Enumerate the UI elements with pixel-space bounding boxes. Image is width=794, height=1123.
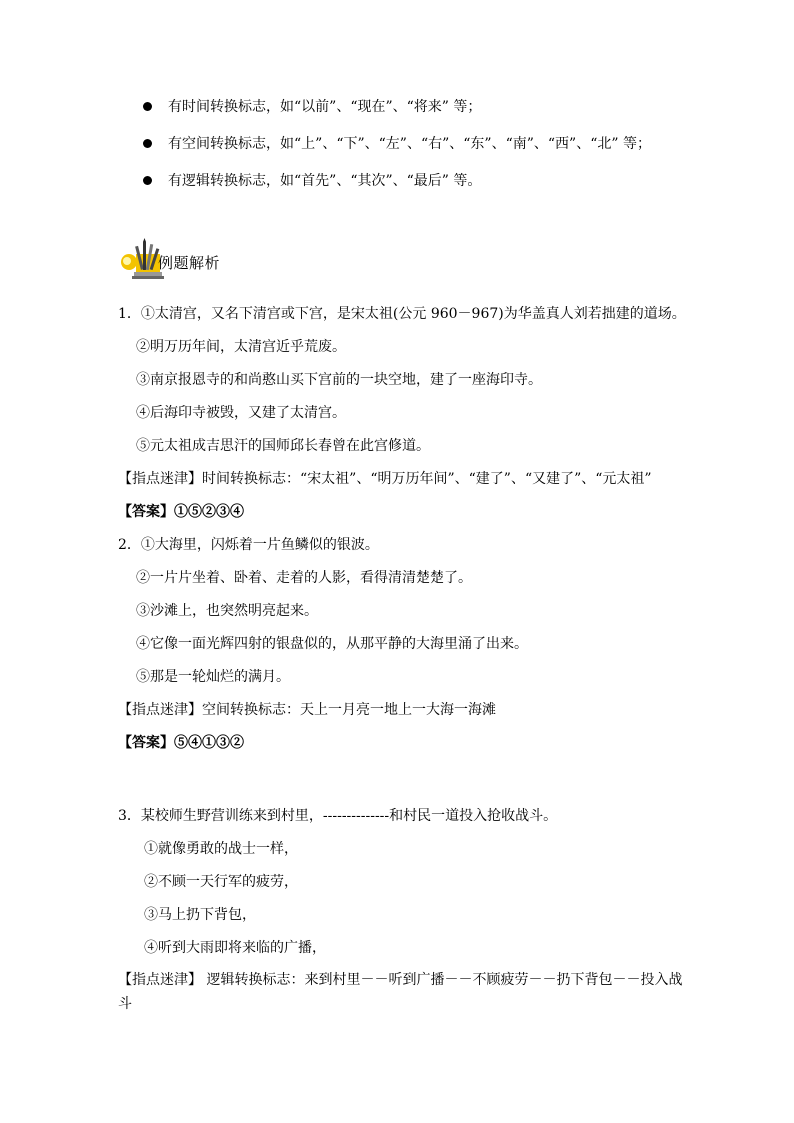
question-1-option: ③南京报恩寺的和尚憨山买下宫前的一块空地，建了一座海印寺。 (136, 372, 542, 388)
question-3-option: ②不顾一天行军的疲劳， (144, 874, 298, 890)
list-item (140, 133, 700, 170)
question-1-stem: 1．①太清宫，又名下清宫或下宫，是宋太祖(公元 960－967)为华盖真人刘若拙建的道场。 (118, 306, 686, 322)
bullet-text: 有时间转换标志，如“以前”、“现在”、“将来” 等； (168, 99, 482, 115)
question-2-stem: 2．①大海里，闪烁着一片鱼鳞似的银波。 (118, 537, 379, 553)
question-3-hint: 【指点迷津】 逻辑转换标志：来到村里－－听到广播－－不顾疲劳－－扔下背包－－投入战斗 (118, 972, 683, 1012)
question-1-option: ④后海印寺被毁，又建了太清宫。 (136, 405, 346, 421)
question-2-answer: 【答案】⑤④①③② (118, 735, 244, 751)
bullet-list (140, 96, 700, 207)
list-item (140, 170, 700, 207)
question-3-stem: 3．某校师生野营训练来到村里，--------------和村民一道投入抢收战斗。 (118, 808, 558, 824)
list-item (140, 96, 700, 133)
spacer (118, 765, 688, 805)
bullet-dot (143, 176, 152, 185)
examples-content (118, 303, 688, 1016)
question-2-option: ③沙滩上，也突然明亮起来。 (136, 603, 318, 619)
section-header (118, 238, 258, 282)
question-2-option: ④它像一面光辉四射的银盘似的，从那平静的大海里涌了出来。 (136, 636, 528, 652)
bullet-text: 有空间转换标志，如“上”、“下”、“左”、“右”、“东”、“南”、“西”、“北” 等； (168, 136, 651, 152)
bullet-dot (143, 139, 152, 148)
question-1-option: ⑤元太祖成吉思汗的国师邱长春曾在此宫修道。 (136, 438, 430, 454)
bullet-text: 有逻辑转换标志，如“首先”、“其次”、“最后” 等。 (168, 173, 482, 189)
question-1-hint: 【指点迷津】时间转换标志：“宋太祖”、“明万历年间”、“建了”、“又建了”、“元太祖” (118, 471, 652, 487)
section-title: 例题解析 (158, 254, 221, 272)
question-1-option: ②明万历年间，太清宫近乎荒废。 (136, 339, 346, 355)
question-3-option: ①就像勇敢的战士一样， (144, 841, 298, 857)
bullet-dot (143, 102, 152, 111)
question-2-option: ②一片片坐着、卧着、走着的人影，看得清清楚楚了。 (136, 570, 472, 586)
question-3-option: ③马上扔下背包， (144, 907, 256, 923)
question-2-hint: 【指点迷津】空间转换标志：天上一月亮一地上一大海一海滩 (118, 702, 496, 718)
question-2-option: ⑤那是一轮灿烂的满月。 (136, 669, 290, 685)
question-1-answer: 【答案】①⑤②③④ (118, 504, 244, 520)
question-3-option: ④听到大雨即将来临的广播， (144, 940, 326, 956)
